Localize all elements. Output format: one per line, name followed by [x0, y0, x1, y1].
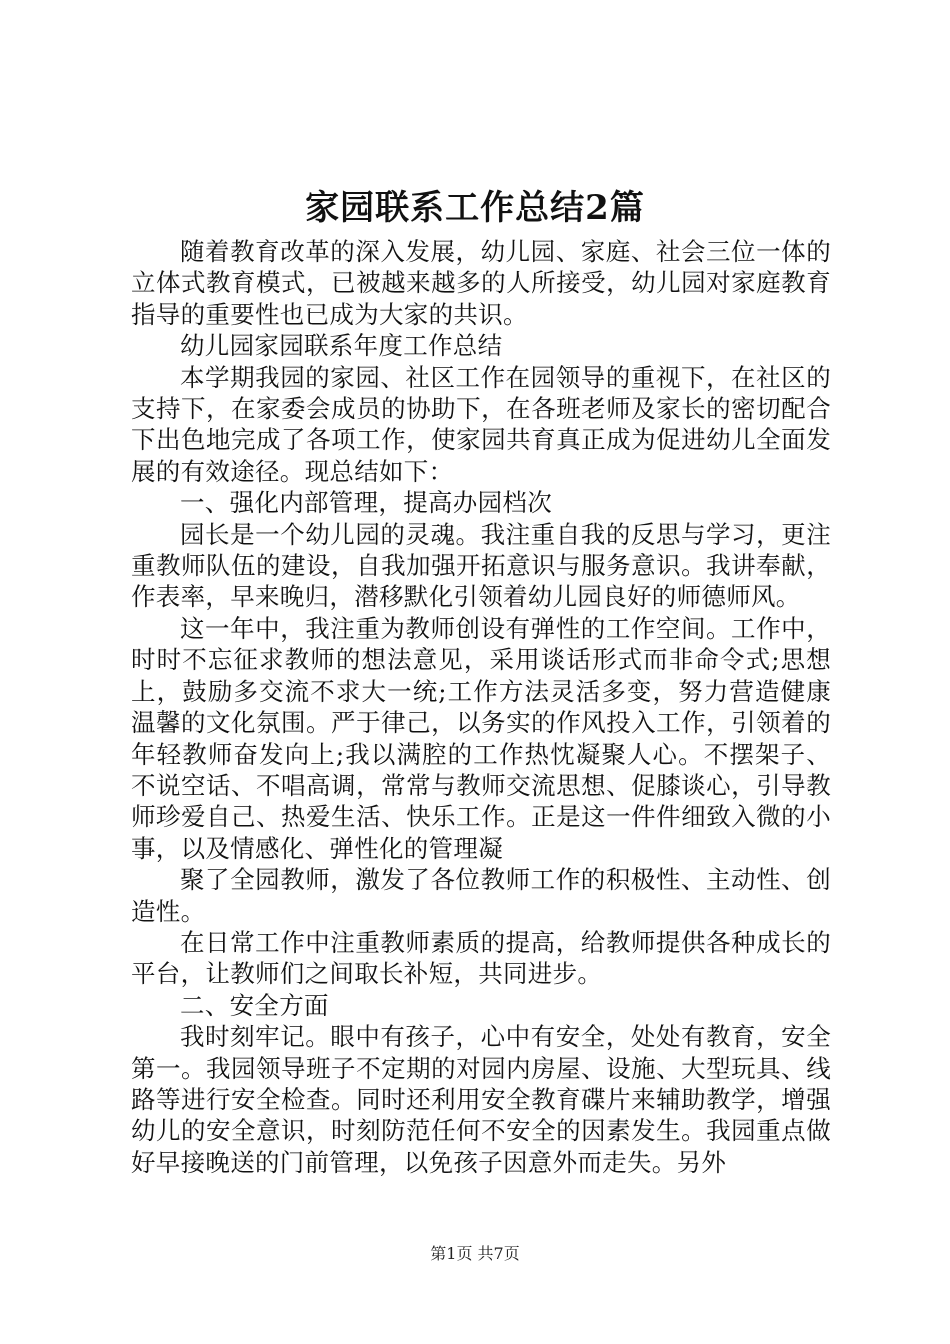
page-footer: 第1页 共7页	[430, 1244, 520, 1263]
paragraph-subtitle: 幼儿园家园联系年度工作总结	[180, 331, 503, 361]
document-body	[131, 236, 831, 1178]
section-heading-management: 一、强化内部管理，提高办园档次	[180, 488, 552, 518]
paragraph-summary-opening: 本学期我园的家园、社区工作在园领导的重视下，在社区的支持下，在家委会成员的协助下，在各班老师及家长的密切配合下出色地完成了各项工作，使家园共育真正成为促进幼儿全面发展的有效途径。现总结如下：	[131, 362, 831, 486]
paragraph-safety: 我时刻牢记。眼中有孩子，心中有安全，处处有教育，安全第一。我园领导班子不定期的对园内房屋、设施、大型玩具、线路等进行安全检查。同时还利用安全教育碟片来辅助教学，增强幼儿的安全意识，时刻防范任何不安全的因素发生。我园重点做好早接晚送的门前管理，以免孩子因意外而走失。另外	[131, 1022, 831, 1177]
section-heading-safety: 二、安全方面	[180, 990, 329, 1020]
paragraph-teacher-growth: 在日常工作中注重教师素质的提高，给教师提供各种成长的平台，让教师们之间取长补短，共同进步。	[131, 927, 831, 989]
paragraph-flexible-workspace: 这一年中，我注重为教师创设有弹性的工作空间。工作中，时时不忘征求教师的想法意见，采用谈话形式而非命令式;思想上，鼓励多交流不求大一统;工作方法灵活多变，努力营造健康温馨的文化氛围。严于律己，以务实的作风投入工作，引领着的年轻教师奋发向上;我以满腔的工作热忱凝聚人心。不摆架子、不说空话、不唱高调，常常与教师交流思想、促膝谈心，引导教师珍爱自己、热爱生活、快乐工作。正是这一件件细致入微的小事，以及情感化、弹性化的管理凝	[131, 613, 831, 863]
paragraph-principal: 园长是一个幼儿园的灵魂。我注重自我的反思与学习，更注重教师队伍的建设，自我加强开拓意识与服务意识。我讲奉献，作表率，早来晚归，潜移默化引领着幼儿园良好的师德师风。	[131, 519, 831, 612]
paragraph-intro: 随着教育改革的深入发展，幼儿园、家庭、社会三位一体的立体式教育模式，已被越来越多的人所接受，幼儿园对家庭教育指导的重要性也已成为大家的共识。	[131, 237, 831, 329]
paragraph-teacher-motivation: 聚了全园教师，激发了各位教师工作的积极性、主动性、创造性。	[131, 865, 831, 926]
document-title: 家园联系工作总结2篇	[305, 188, 645, 228]
